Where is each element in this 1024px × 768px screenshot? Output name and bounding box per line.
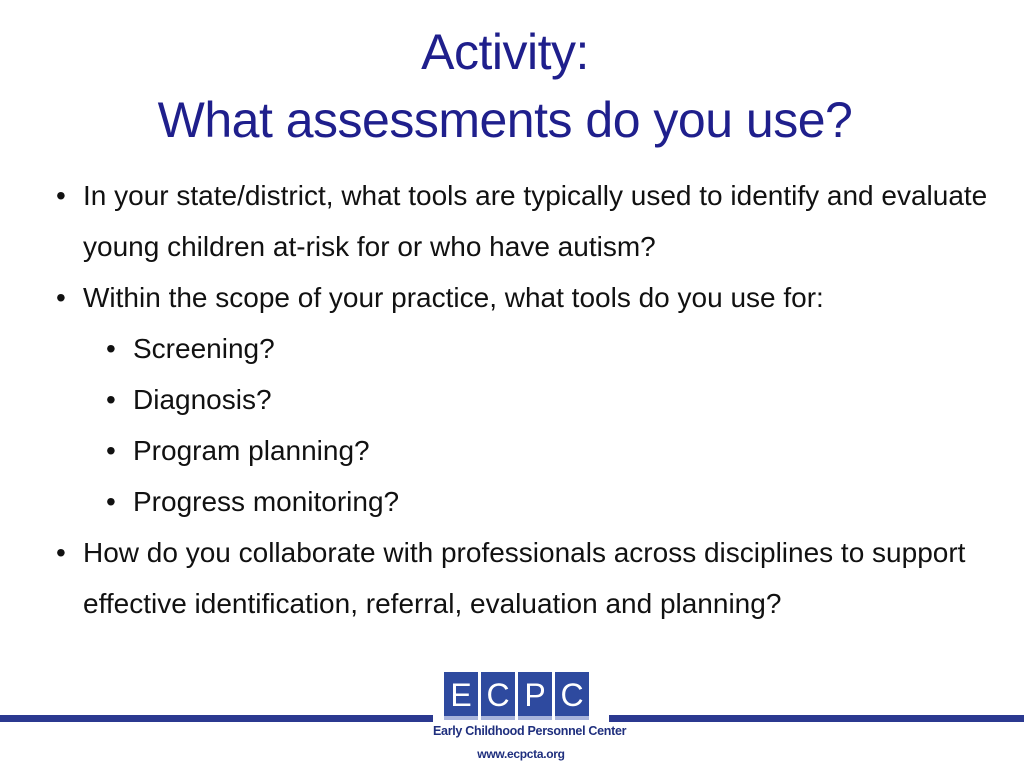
logo-url: www.ecpcta.org — [477, 747, 565, 761]
logo-letter-tiles — [444, 672, 589, 720]
sub-bullet-item: • Screening? — [102, 323, 992, 374]
logo-letter-e: E — [444, 672, 478, 720]
slide-title-line-2: What assessments do you use? — [157, 92, 853, 148]
sub-bullet-item: • Program planning? — [102, 425, 992, 476]
slide-title — [0, 18, 1010, 154]
logo-organization-name: Early Childhood Personnel Center — [433, 724, 627, 738]
sub-bullet-item: • Diagnosis? — [102, 374, 992, 425]
logo-letter-c: C — [481, 672, 515, 720]
logo-letter-p: P — [518, 672, 552, 720]
bullet-list — [52, 170, 992, 629]
slide-title-line-1: Activity: — [421, 24, 589, 80]
sub-bullet-item: • Progress monitoring? — [102, 476, 992, 527]
logo-letter-c2: C — [555, 672, 589, 720]
bullet-item: • How do you collaborate with professionals across disciplines to support effective identification, referral, evaluation and planning? — [52, 527, 992, 629]
ecpc-logo — [433, 668, 627, 766]
bullet-item: • In your state/district, what tools are typically used to identify and evaluate young children at-risk for or who have autism? — [52, 170, 992, 272]
bullet-item: • Within the scope of your practice, what tools do you use for: — [52, 272, 992, 323]
